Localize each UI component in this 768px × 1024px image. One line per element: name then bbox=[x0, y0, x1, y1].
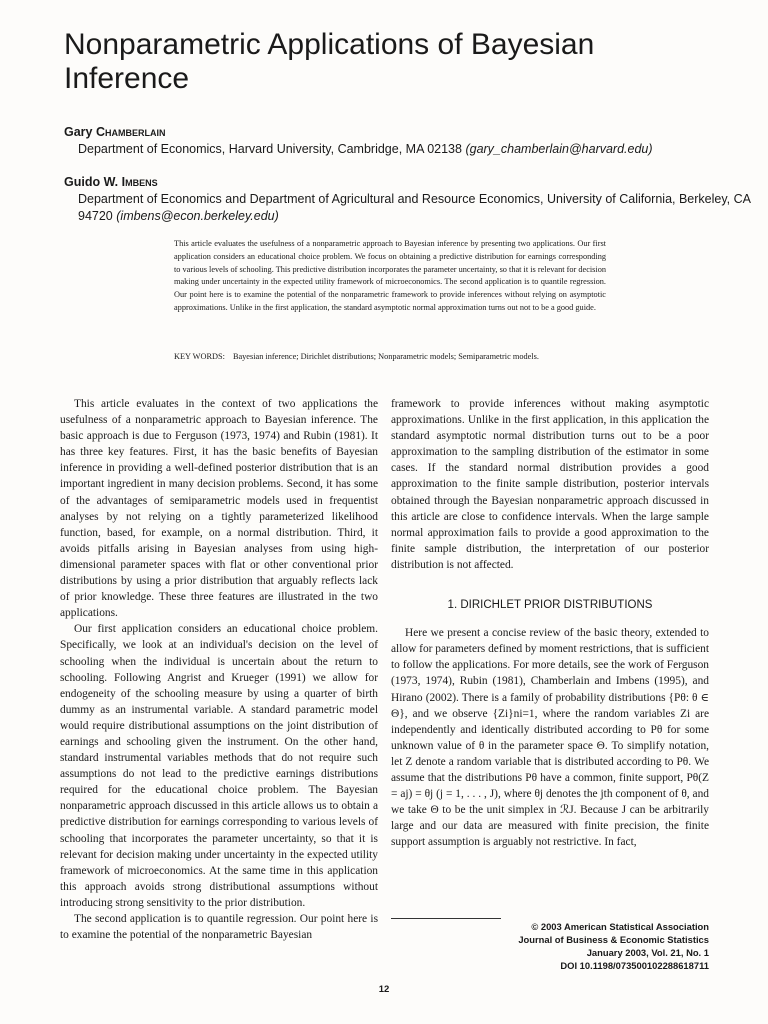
section-heading: 1. DIRICHLET PRIOR DISTRIBUTIONS bbox=[447, 599, 653, 612]
paragraph: framework to provide inferences without making asymptotic approximations. Unlike in the first application, in this application the standard asymptotic normal distribution turns out to be a poor approximation to the sampling distribution of the estimator in some cases. If the standard normal distribution provides a good approximation to the finite sample distribution, posterior intervals obtained through the Bayesian nonparametric approach discussed in this article are close to confidence intervals. When the large sample normal approximation fails to provide a good approximation to the finite sample distribution, the interpretation of our posterior distribution is not affected. bbox=[391, 398, 709, 571]
copyright-line: © 2003 American Statistical Association bbox=[531, 921, 709, 932]
author-email[interactable]: (gary_chamberlain@harvard.edu) bbox=[465, 142, 653, 156]
right-column bbox=[391, 396, 709, 850]
author-block-2 bbox=[64, 174, 768, 225]
author-email[interactable]: (imbens@econ.berkeley.edu) bbox=[116, 209, 279, 223]
journal-issue: January 2003, Vol. 21, No. 1 bbox=[586, 947, 709, 958]
keywords-label: KEY WORDS: bbox=[174, 352, 225, 361]
left-column bbox=[60, 396, 378, 943]
paragraph: This article evaluates in the context of two applications the usefulness of a nonparametric approach to Bayesian inference. The basic approach is due to Ferguson (1973, 1974) and Rubin (1981). It has three key features. First, it has the basic benefits of Bayesian inference in providing a well-defined posterior distribution that is an important ingredient in many decision problems. Second, it has some of the advantages of semiparametric models used in frequentist analyses by not relying on a tightly parameterized likelihood function, based, for example, on a normal distribution. Third, it avoids pitfalls arising in Bayesian analyses from using high-dimensional parameter spaces with flat or other conventional prior distributions by using a prior distribution that arguably reflects lack of prior knowledge. These three features are illustrated in the two applications. bbox=[60, 398, 378, 620]
author-affiliation bbox=[64, 141, 653, 158]
author-first-name: Guido W. bbox=[64, 175, 119, 189]
copyright-footer bbox=[391, 920, 709, 972]
paper-title: Nonparametric Applications of Bayesian Inference bbox=[64, 28, 595, 95]
footnote-divider bbox=[391, 918, 501, 919]
paragraph: Our first application considers an educational choice problem. Specifically, we look at an individual's decision on the level of schooling when the individual is uncertain about the return to schooling. Following Angrist and Krueger (1991) we allow for endogeneity of the schooling measure by using a quarter of birth dummy as an instrumental variable. A standard parametric model would require distributional assumptions on the joint distribution of earnings and schooling given the instrument. On the other hand, standard instrumental variables methods that do not require such assumptions do not lead to the predictive earnings distributions required for the educational choice problem. The Bayesian nonparametric approach discussed in this article allows us to obtain a predictive distribution for earnings corresponding to various levels of schooling that incorporates the parameter uncertainty, so that it is relevant for decision making under uncertainty in the expected utility framework of microeconomics. At the same time in this application this approach avoids strong distributional assumptions without introducing strong sensitivity to the prior distribution. bbox=[60, 623, 378, 909]
doi[interactable]: DOI 10.1198/073500102288618711 bbox=[560, 960, 709, 971]
affiliation-text: Department of Economics, Harvard University, Cambridge, MA 02138 bbox=[78, 142, 462, 156]
author-last-name: Imbens bbox=[121, 175, 158, 189]
paragraph: The second application is to quantile regression. Our point here is to examine the potential of the nonparametric Bayesian bbox=[60, 913, 378, 942]
author-block-1 bbox=[64, 124, 653, 158]
page-number: 12 bbox=[378, 984, 390, 995]
author-affiliation bbox=[64, 191, 768, 225]
affiliation-text: Department of Economics and Department of Agricultural and Resource Economics, University of California, Berkeley, CA 94720 bbox=[78, 192, 751, 223]
author-last-name: Chamberlain bbox=[95, 125, 166, 139]
keywords-list: Bayesian inference; Dirichlet distributions; Nonparametric models; Semiparametric models. bbox=[232, 352, 539, 361]
paragraph: Here we present a concise review of the basic theory, extended to allow for parameters defined by moment restrictions, that is sufficient to follow the applications. For more details, see the work of Ferguson (1973, 1974), Rubin (1981), Chamberlain and Imbens (1995), and Hirano (2002). There is a family of probability distributions {Pθ: θ ∈ Θ}, and we observe {Zi}ni=1, where the random variables Zi are independently and identically distributed according to Pθ for some unknown value of θ in the parameter space Θ. To simplify notation, let Z denote a random variable that is distributed according to Pθ. We assume that the distributions Pθ have a common, finite support, Pθ(Z = aj) = θj (j = 1, . . . , J), where θj denotes the jth component of θ, and we take Θ to be the unit simplex in ℛJ. Because J can be arbitrarily large and our data are measured with finite precision, the finite support assumption is arguably not restrictive. In fact, bbox=[391, 627, 710, 849]
keywords bbox=[174, 351, 606, 364]
journal-name: Journal of Business & Economic Statistics bbox=[518, 934, 709, 945]
author-first-name: Gary bbox=[64, 125, 93, 139]
abstract: This article evaluates the usefulness of a nonparametric approach to Bayesian inference by presenting two applications. Our first application considers an educational choice problem. We focus on obtaining a predictive distribution for earnings corresponding to various levels of schooling. This predictive distribution incorporates the parameter uncertainty, so that it is relevant for decision making under uncertainty in the expected utility framework of microeconomics. The second application is to quantile regression. Our point here is to examine the potential of the nonparametric framework to provide inferences without relying on asymptotic approximations. Unlike in the first application, the standard asymptotic normal approximation turns out not to be a good guide. bbox=[174, 239, 607, 312]
